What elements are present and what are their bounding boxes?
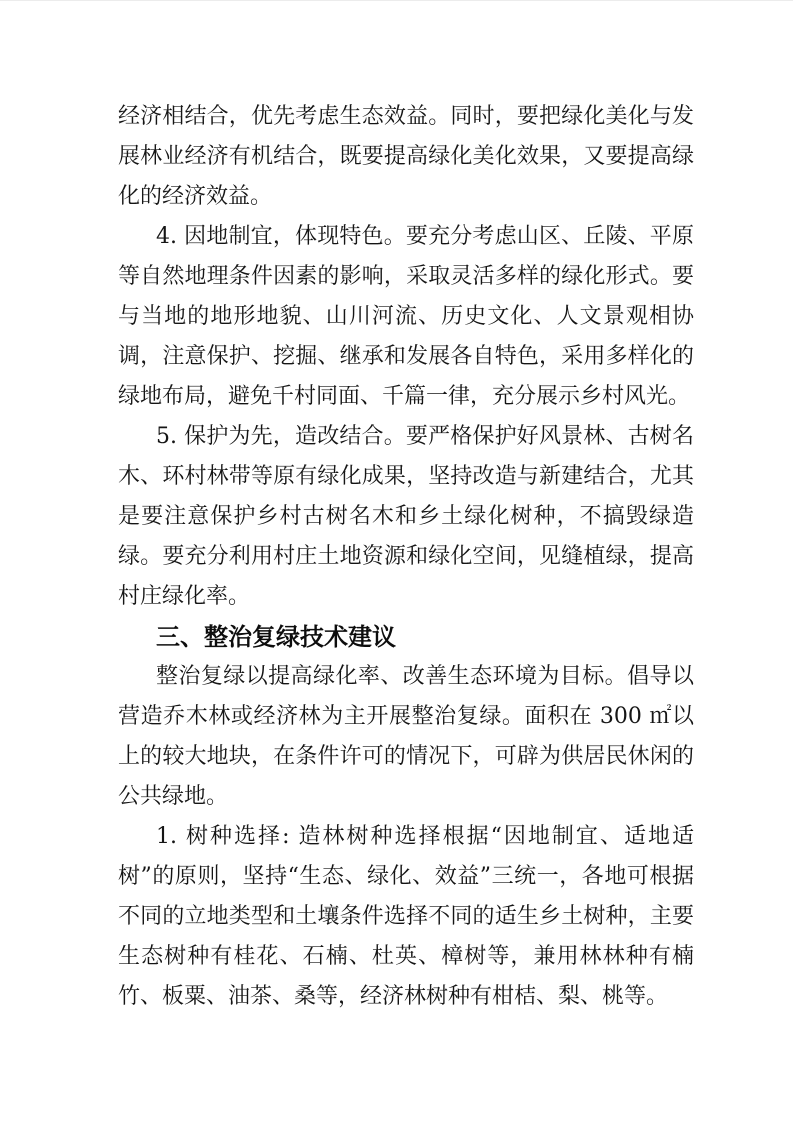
paragraph-item-1-tree-species-selection: 1. 树种选择: 造林树种选择根据“因地制宜、适地适树”的原则，坚持“生态、绿化、效益”三统一，各地可根据不同的立地类型和土壤条件选择不同的适生乡土树种，主要生态树种有桂花、石楠、杜英、樟树等，兼用林林种有楠竹、板粟、油茶、桑等，经济林树种有柑桔、梨、桃等。 xyxy=(118,824,694,1009)
paragraph-item-5-protection-first: 5. 保护为先，造改结合。要严格保护好风景林、古树名木、环村林带等原有绿化成果，坚持改造与新建结合，尤其是要注意保护乡村古树名木和乡土绿化树种，不搞毁绿造绿。要充分利用村庄土地资源和绿化空间，见缝植绿，提高村庄绿化率。 xyxy=(118,424,694,609)
paragraph-regreening-goal: 整治复绿以提高绿化率、改善生态环境为目标。倡导以营造乔木林或经济林为主开展整治复绿。面积在 300 ㎡以上的较大地块，在条件许可的情况下，可辟为供居民休闲的公共绿地。 xyxy=(118,664,694,809)
paragraph-item-4-adapt-local-conditions: 4. 因地制宜，体现特色。要充分考虑山区、丘陵、平原等自然地理条件因素的影响，采取灵活多样的绿化形式。要与当地的地形地貌、山川河流、历史文化、人文景观相协调，注意保护、挖掘、继承和发展各自特色，采用多样化的绿地布局，避免千村同面、千篇一律，充分展示乡村风光。 xyxy=(118,224,694,409)
section-heading-regreening-technical-advice: 三、整治复绿技术建议 xyxy=(156,623,396,651)
document-content xyxy=(118,97,694,1017)
paragraph-economic-benefit: 经济相结合，优先考虑生态效益。同时，要把绿化美化与发展林业经济有机结合，既要提高绿化美化效果，又要提高绿化的经济效益。 xyxy=(118,104,694,209)
